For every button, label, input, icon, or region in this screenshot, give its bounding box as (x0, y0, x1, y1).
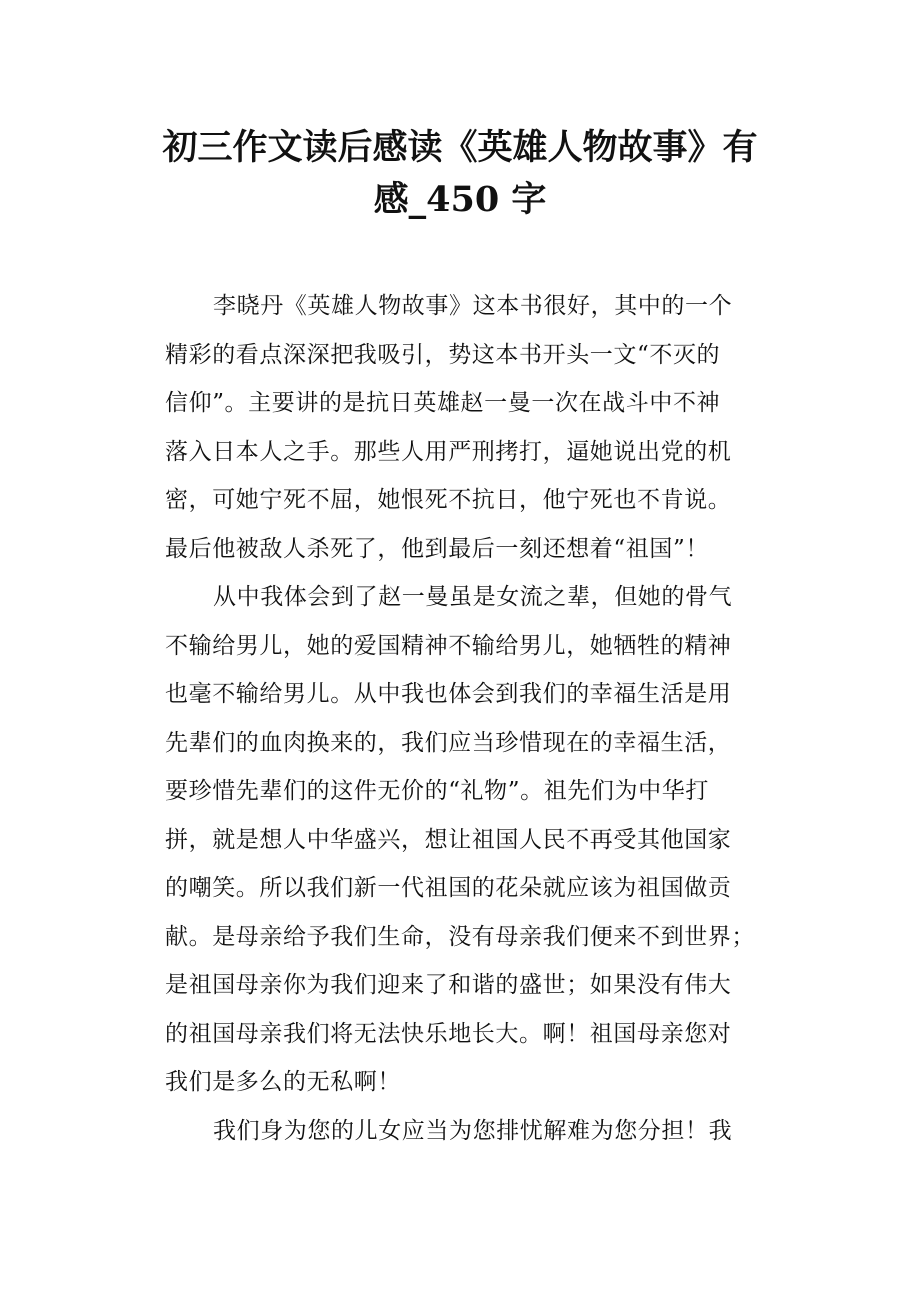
paragraph-2 (165, 577, 765, 1111)
paragraph-line: 精彩的看点深深把我吸引，势这本书开头一文“不灭的 (165, 341, 721, 368)
paragraph-line: 我们身为您的儿女应当为您排忧解难为您分担！我 (213, 1117, 733, 1144)
paragraph-line: 李晓丹《英雄人物故事》这本书很好，其中的一个 (213, 293, 733, 319)
paragraph-line: 不输给男儿，她的爱国精神不输给男儿，她牺牲的精神 (165, 632, 732, 659)
paragraph-line: 从中我体会到了赵一曼虽是女流之辈，但她的骨气 (213, 584, 733, 610)
paragraph-line: 我们是多么的无私啊！ (165, 1069, 401, 1095)
paragraph-line: 要珍惜先辈们的这件无价的“礼物”。祖先们为中华打 (165, 778, 709, 804)
document-body (165, 286, 765, 1159)
paragraph-line: 最后他被敌人杀死了，他到最后一刻还想着“祖国”！ (165, 535, 709, 562)
paragraph-line: 是祖国母亲你为我们迎来了和谐的盛世；如果没有伟大 (165, 972, 732, 998)
paragraph-line: 信仰”。主要讲的是抗日英雄赵一曼一次在战斗中不神 (165, 390, 721, 416)
paragraph-line: 的嘲笑。所以我们新一代祖国的花朵就应该为祖国做贡 (165, 875, 732, 901)
paragraph-1 (165, 286, 765, 577)
paragraph-line: 密，可她宁死不屈，她恨死不抗日，他宁死也不肯说。 (165, 487, 732, 513)
paragraph-3 (165, 1111, 765, 1160)
paragraph-line: 先辈们的血肉换来的，我们应当珍惜现在的幸福生活， (165, 729, 732, 756)
title-line-1: 初三作文读后感读《英雄人物故事》有 (162, 127, 758, 168)
paragraph-line: 拼，就是想人中华盛兴，想让祖国人民不再受其他国家 (165, 826, 732, 853)
title-line-2: 感_450 字 (373, 179, 547, 220)
paragraph-line: 落入日本人之手。那些人用严刑拷打，逼她说出党的机 (165, 438, 732, 465)
document-title (160, 122, 760, 226)
paragraph-line: 的祖国母亲我们将无法快乐地长大。啊！祖国母亲您对 (165, 1020, 732, 1047)
paragraph-line: 献。是母亲给予我们生命，没有母亲我们便来不到世界； (165, 923, 755, 950)
paragraph-line: 也毫不输给男儿。从中我也体会到我们的幸福生活是用 (165, 681, 732, 707)
